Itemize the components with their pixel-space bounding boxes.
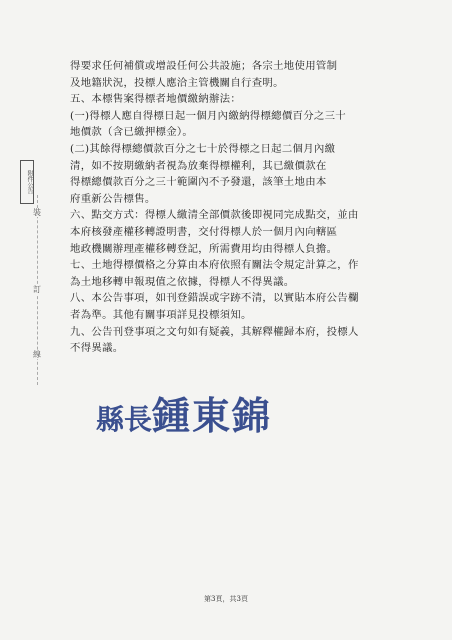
- signature-title: 縣長: [96, 403, 153, 436]
- page-number: 第3頁，共3頁: [204, 595, 248, 603]
- binding-char-ding: 訂: [33, 285, 41, 294]
- text-line: 地政機關辦理產權移轉登記，所需費用均由得標人負擔。: [70, 242, 338, 255]
- text-line: 不得異議。: [70, 342, 124, 355]
- text-line: 地價款（含已繳押標金）。: [70, 126, 194, 139]
- text-line: (二)其餘得標總價款百分之七十於得標之日起二個月內繳: [70, 142, 336, 155]
- text-line: 得標總價款百分之三十範圍內不予發還，該筆土地由本: [70, 176, 327, 189]
- text-line: 者為準。其他有關事項詳見投標須知。: [70, 308, 252, 321]
- text-line: (一)得標人應自得標日起一個月內繳納得標總價百分之三十: [70, 109, 346, 122]
- section-6-heading: 六、點交方式：得標人繳清全部價款後即視同完成點交，並由: [70, 209, 359, 222]
- magistrate-signature-stamp: [96, 392, 272, 444]
- text-line: 得要求任何補償或增設任何公共設施；各宗土地使用管制: [70, 60, 338, 72]
- section-8-heading: 八、本公告事項，如刊登錯誤或字跡不清，以實貼本府公告欄: [70, 292, 359, 305]
- side-stamp: 附件公告: [20, 160, 34, 204]
- section-9-heading: 九、公告刊登事項之文句如有疑義，其解釋權歸本府，投標人: [70, 325, 359, 338]
- section-7-heading: 七、土地得標價格之分算由本府依照有關法令規定計算之，作: [70, 259, 359, 272]
- text-line: 清，如不按期繳納者視為放棄得標權利，其已繳價款在: [70, 159, 327, 172]
- section-5-heading: 五、本標售案得標者地價繳納辦法：: [70, 93, 242, 106]
- signature-name: 鍾東錦: [152, 393, 273, 438]
- binding-char-xian: 線: [33, 350, 41, 359]
- text-line: 府重新公告標售。: [70, 192, 156, 205]
- text-line: 本府核發產權移轉證明書，交付得標人於一個月內向轄區: [70, 225, 338, 238]
- announcement-body: [70, 58, 410, 357]
- binding-char-zhuang: 裝: [33, 208, 41, 217]
- text-line: 為土地移轉申報現值之依據，得標人不得異議。: [70, 275, 295, 288]
- text-line: 及地籍狀況，投標人應洽主管機關自行查明。: [70, 76, 284, 89]
